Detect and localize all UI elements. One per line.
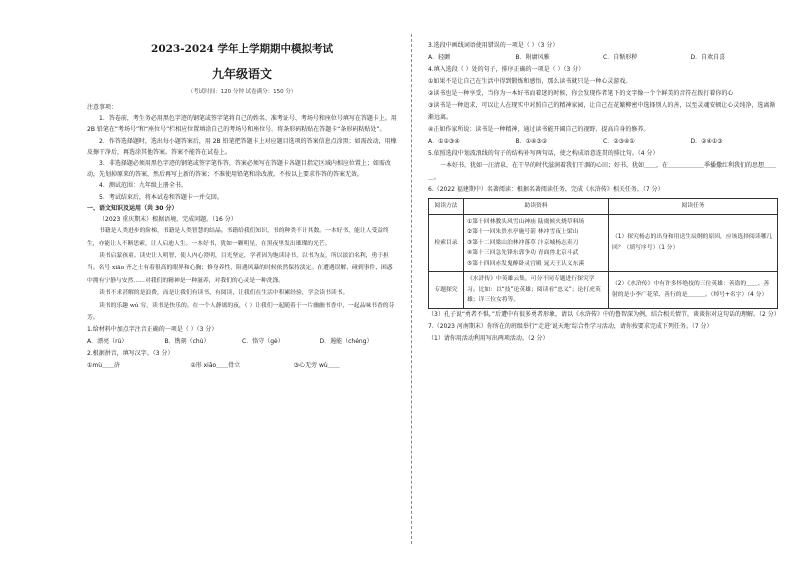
- option-c: C．恪守（gè）: [242, 338, 284, 346]
- option-c: C．②③④①: [603, 138, 635, 145]
- option-d: D．自欢自喜: [690, 54, 726, 61]
- table-header-row: [429, 199, 778, 215]
- section-1-heading: 一、语文知识及运用（共 30 分）: [87, 204, 178, 212]
- option-c: C．自惭形秽: [603, 54, 638, 61]
- question-7: 7.（2023 河南期末）你所在的班级举行“走进‘说天地’综合性学习活动，请你按要求完成下列任务。（7 分）: [428, 322, 713, 330]
- row-task: （1）探究杨志的出身和用送生辰纲的原因，应该选择阅读哪几回？（填写序号）（1 分）: [609, 214, 778, 272]
- note-2: 2．作答选择题时，选出每小题答案后，用 2B 铅笔把答题卡上对应题目选项的答案信息点涂黑；如需改动，用橡皮擦干净后，再选涂其他答案。答案不能答在试卷上。: [87, 137, 397, 156]
- chapter-item: ②第十一回朱贵水亭施号箭 林冲雪夜上梁山: [467, 229, 579, 235]
- sentence-4: ④正如作家所说：读书是一种精神，通过读书能开阔自己的视野、提高自身的修养。: [428, 126, 650, 133]
- question-5: 5.依照选段中划波浪线的句子的结构补写两句话，使之构成语意连贯的排比句。（4 分）: [428, 150, 659, 157]
- question-1-options: [87, 336, 397, 348]
- option-a: A．①②③④: [428, 138, 460, 145]
- question-5-text: 一本好书，犹如一汪清泉，在干旱的时代滋润着我们干涸的心田；好书，犹如＿＿，在＿＿＿＿＿＿季播撒红利我们的思想＿＿＿。: [428, 162, 777, 181]
- question-6: 6.（2022 福建期中）名著阅读：根据名著阅读任务，完成《水浒传》相关任务。（7 分）: [428, 186, 664, 193]
- pinyin-item-1: ①mù＿＿济: [87, 362, 121, 370]
- chapter-list: [464, 214, 609, 272]
- passage-para-3: 读书不求甚解的是浪费，而是让我们有读书、有阅读，让我们在生活中积累经验，学会读书读书。: [99, 290, 349, 297]
- chapter-item: ④第十三回急先锋东郭争功 青面兽北京斗武: [467, 250, 579, 256]
- option-a: A．轻颤: [428, 54, 451, 61]
- pinyin-item-3: ③心无旁 wù＿＿: [293, 362, 340, 370]
- notes-heading: 注意事项：: [87, 104, 118, 111]
- passage-para-4: 读书的乐趣 wú 穷，读书是快乐的。在一个人静谧的夜，（ ）让我们一起随着于一片幽幽书香中，一起品味书香的芬芳。: [87, 302, 395, 322]
- note-4: 4．测试范围：九年级上册全书。: [99, 182, 187, 190]
- option-a: A．漂亮（rú）: [87, 338, 128, 346]
- right-column: [422, 0, 794, 562]
- table-row: [429, 272, 778, 309]
- option-d: D．遏能（chéng）: [319, 338, 373, 346]
- question-7-1: （1）请你用活动利用写出两项活动。（2 分）: [428, 334, 549, 342]
- table-row: [429, 214, 778, 272]
- row-method-label: 专题探究: [429, 272, 464, 309]
- sentence-3: ③读书是一种追求，可以让人在现实中对照自己的精神家园，让自己在花繁柳密中选择别人的善，以至灵魂安顿让心灵纯净，选离渐渐远离。: [428, 102, 776, 121]
- row-material: 《水浒传》中英雄云集，可分不同专题进行探究学习。比如：以“技”论英雄；阅读看“忠义”；论打虎英雄；详三位女将等。: [464, 272, 609, 309]
- passage-para-1: 书籍是人类进步的阶梯，书籍是人类智慧的结晶。书籍给我们知识，书的种类不计其数。一本好书，能让人受益终生，亦能让人不断思索，让人启迪人生。一本好书，犹如一颗明星，在黑夜里发出璀璨的光芒。: [87, 228, 389, 247]
- question-4: 4.填入选段（ ）处的句子，排序正确的一项是（ ）（3 分）: [428, 66, 585, 73]
- exam-title: 2023-2024 学年上学期期中模拟考试: [151, 43, 333, 55]
- header-method: 阅读方法: [429, 199, 464, 215]
- note-1: 1．答卷前，考生务必用黑色字迹的钢笔或签字笔将自己的姓名、准考证号、考场号和座位号填写在答题卡上。用 2B 铅笔在“考场号”和“座位号”栏相应位置填涂自己的考场号和座位号。将条形码粘贴在答题卡“条形码粘贴处”。: [87, 115, 397, 134]
- question-intro: （2023 重庆期末）根据语境，完成问题。（16 分）: [99, 216, 237, 224]
- row-method-label: 检索目录: [429, 214, 464, 272]
- passage-para-2: 读书启蒙孩童。读史让人明智，使人内心澄明，目光坚定，学者因为饱读诗书，以书为友，所以淡泊名利，勇于担当。名号 xiāo 齐之士有着很高的眼界和心胸；修身养性，阻遇风暴的时候依然保持淡定。在遭遇误解、碰到事件、困惑中拥有宁静与安然……对我们的精神是一种滋养，对我们的心灵是一种洗涤。: [87, 253, 393, 284]
- chapter-item: ①第十回林教头风雪山神庙 陆虞候火烧草料场: [467, 218, 585, 225]
- option-b: B．附庸风雅: [515, 54, 550, 61]
- note-5: 5．考试结束后，将本试卷和答题卡一并交回。: [99, 193, 223, 201]
- question-4-options: [428, 136, 778, 148]
- question-3-options: [428, 52, 778, 64]
- header-task: 阅读任务: [609, 199, 778, 215]
- exam-meta: （考试时间：120 分钟 试卷满分：150 分）: [187, 89, 297, 95]
- exam-subject: 九年级语文: [211, 67, 272, 81]
- row-task: （2）《水浒传》中有许多怀绝技的三位英雄：善盗的＿＿、善射的是小李广花荣、善行的是＿＿＿。（绰号+名字）（4 分）: [609, 272, 778, 309]
- header-material: 助读资料: [464, 199, 609, 215]
- option-b: B．镌刻（chù）: [164, 338, 210, 346]
- option-b: B．①④③②: [515, 138, 548, 145]
- chapter-item: ⑤第十四回赤发鬼醉卧灵官殿 晁天王认义东溪: [467, 260, 585, 267]
- sentence-1: ①如果不是让自己在生活中得到锻炼和感悟，那么读书就只是一种心灵游戏。: [428, 78, 632, 85]
- pinyin-item-2: ②形 xiāo＿＿骨立: [190, 362, 241, 370]
- question-3: 3.选段中画线词语使用错误的一项是（ ）（3 分）: [428, 42, 559, 49]
- option-d: D．②④①③: [690, 138, 723, 145]
- sentence-2: ②读书也是一种享受，当你为一本好书而着迷的时候，你会发现作者笔下的文字像一个个鲜美的音符在拨打着你的心: [428, 90, 734, 97]
- reading-task-table: [428, 198, 778, 309]
- question-6-3: （3）孔子说“勇者不惧，”后遭中有很多勇者形象，请以《水浒传》中的鲁智深为例，结合相关情节，谈谈你对这句话的理解。（2 分）: [428, 310, 780, 318]
- note-3: 3．非选择题必须用黑色字迹的钢笔或签字笔作答，答案必须写在答题卡各题目指定区域内相应位置上；如需改动，先划掉原来的答案，然后再写上新的答案；不准使用铅笔和涂改液。不按以上要求作答的答案无效。: [87, 160, 391, 179]
- question-2: 2.根据拼音，填写汉字。（3 分）: [87, 350, 174, 358]
- question-2-items: [87, 360, 397, 372]
- chapter-item: ③第十二回梁山泊林冲落草 汴京城杨志卖刀: [467, 239, 579, 246]
- question-1: 1.给材料中加点字注音正确的一项是（ ）（3 分）: [87, 326, 218, 334]
- page-divider: [411, 34, 412, 544]
